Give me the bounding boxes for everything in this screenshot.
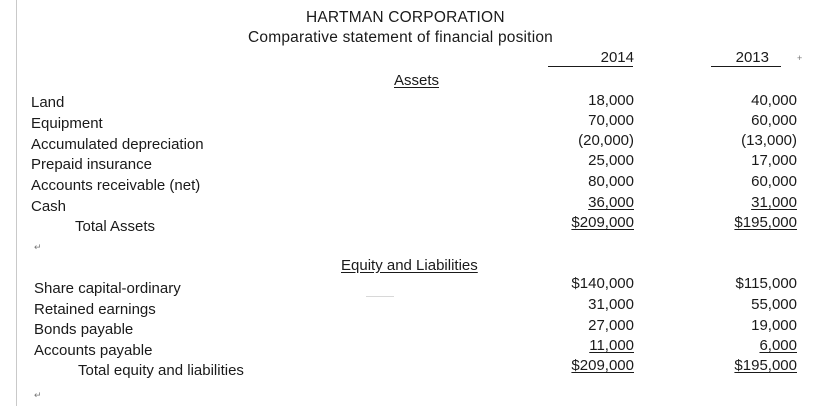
total-equity-liabilities-2013: $195,000 xyxy=(734,357,797,374)
asset-2013-equipment: 60,000 xyxy=(751,112,797,129)
equity-2014-bonds-payable: 27,000 xyxy=(588,317,634,334)
equity-label-retained-earnings: Retained earnings xyxy=(34,301,156,318)
asset-2013-prepaid-insurance: 17,000 xyxy=(751,152,797,169)
asset-label-land: Land xyxy=(31,94,65,111)
year-2013-rule xyxy=(711,66,781,67)
year-2014-rule xyxy=(548,66,633,67)
company-name: HARTMAN CORPORATION xyxy=(306,9,505,26)
plus-mark: + xyxy=(797,53,803,63)
equity-2014-accounts-payable: 11,000 xyxy=(589,337,634,354)
asset-label-equipment: Equipment xyxy=(31,115,103,132)
assets-heading: Assets xyxy=(394,72,440,89)
total-assets-2013: $195,000 xyxy=(734,214,797,231)
equity-label-accounts-payable: Accounts payable xyxy=(34,342,153,359)
equity-2013-accounts-payable: 6,000 xyxy=(759,337,797,354)
year-2013-header: 2013 xyxy=(735,49,769,66)
total-assets-2014: $209,000 xyxy=(571,214,634,231)
equity-label-share-capital: Share capital-ordinary xyxy=(34,280,181,297)
asset-label-accounts-receivable: Accounts receivable (net) xyxy=(31,177,201,194)
equity-2014-retained-earnings: 31,000 xyxy=(588,296,634,313)
asset-2014-prepaid-insurance: 25,000 xyxy=(588,152,634,169)
asset-label-prepaid-insurance: Prepaid insurance xyxy=(31,156,152,173)
return-mark: ↵ xyxy=(34,242,42,252)
asset-2013-land: 40,000 xyxy=(751,92,797,109)
page-margin-line xyxy=(16,0,17,406)
equity-label-bonds-payable: Bonds payable xyxy=(34,321,134,338)
equity-2014-share-capital: $140,000 xyxy=(571,275,634,292)
equity-2013-retained-earnings: 55,000 xyxy=(751,296,797,313)
asset-2014-cash: 36,000 xyxy=(588,194,634,211)
total-equity-liabilities-label: Total equity and liabilities xyxy=(78,362,244,379)
asset-2014-equipment: 70,000 xyxy=(588,112,634,129)
equity-liabilities-heading: Equity and Liabilities xyxy=(341,257,478,274)
total-equity-liabilities-2014: $209,000 xyxy=(571,357,634,374)
asset-label-cash: Cash xyxy=(31,198,67,215)
asset-2014-accum-depreciation: (20,000) xyxy=(578,132,634,149)
total-assets-label: Total Assets xyxy=(75,218,156,235)
asset-2013-accounts-receivable: 60,000 xyxy=(751,173,797,190)
return-mark-bottom: ↵ xyxy=(34,390,42,400)
faint-dash xyxy=(366,296,394,297)
asset-label-accum-depreciation: Accumulated depreciation xyxy=(31,136,204,153)
asset-2014-accounts-receivable: 80,000 xyxy=(588,173,634,190)
asset-2014-land: 18,000 xyxy=(588,92,634,109)
equity-2013-bonds-payable: 19,000 xyxy=(751,317,797,334)
statement-title: Comparative statement of financial position xyxy=(248,29,553,46)
asset-2013-cash: 31,000 xyxy=(751,194,797,211)
asset-2013-accum-depreciation: (13,000) xyxy=(741,132,797,149)
year-2014-header: 2014 xyxy=(600,49,634,66)
equity-2013-share-capital: $115,000 xyxy=(735,275,797,292)
